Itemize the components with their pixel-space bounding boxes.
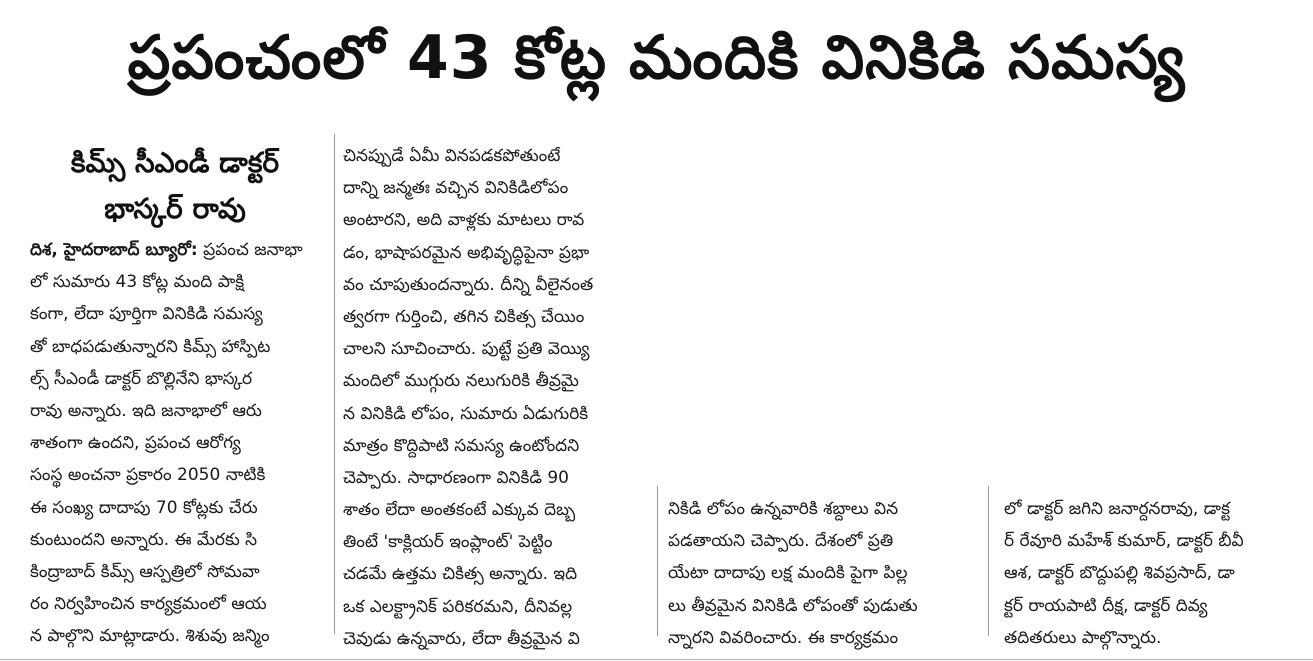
article-line: మాత్రం కొద్దిపాటి సమస్య ఉంటోందని — [343, 435, 580, 456]
article-line: ఒక ఎలక్ట్రానిక్ పరికరమని, దీనివల్ల — [343, 596, 573, 617]
subhead-line: కిమ్స్ సీఎండీ డాక్టర్ — [70, 146, 280, 179]
subhead-line: భాస్కర్ రావు — [104, 192, 246, 225]
article-line — [30, 234, 328, 266]
article-line: తింటే 'కాక్లియర్ ఇంప్లాంట్' పెట్టిం — [343, 532, 553, 553]
article-line: కుంటుందని అన్నారు. ఈ మేరకు సి — [30, 529, 258, 550]
article-line: ల్స్ సీఎండీ డాక్టర్ బొల్లినేని భాస్కర — [30, 368, 253, 389]
article-line: దాన్ని జన్మతః వచ్చిన వినికిడిలోపం — [343, 178, 569, 199]
dateline: దిశ, హైదరాబాద్ బ్యూరో: — [30, 240, 198, 260]
bottom-rule — [0, 659, 1313, 660]
article-line: న వినికిడి లోపం, సుమారు ఏడుగురికి — [343, 403, 589, 424]
article-line: డం, భాషాపరమైన అభివృద్ధిపైనా ప్రభా — [343, 242, 590, 263]
column-divider — [657, 486, 658, 636]
article-line: చాలని సూచించారు. పుట్టే ప్రతి వెయ్యి — [343, 339, 590, 360]
column-divider — [334, 134, 335, 634]
article-line: త్వరగా గుర్తించి, తగిన చికిత్స చేయిం — [343, 306, 585, 327]
article-line: చెవుడు ఉన్నవారు, లేదా తీవ్రమైన వి — [343, 628, 580, 649]
article-line: శాతంగా ఉందని, ప్రపంచ ఆరోగ్య — [30, 433, 241, 454]
article-column-2 — [343, 140, 645, 655]
article-line: ఆశ, డాక్టర్ బొద్దుపల్లి శివప్రసాద్, డా — [1004, 563, 1235, 584]
article-line: రం నిర్వహించిన కార్యక్రమంలో ఆయ — [30, 594, 267, 615]
article-line: తో బాధపడుతున్నారని కిమ్స్ హాస్పిట — [30, 336, 271, 357]
article-line: అంటారని, అది వాళ్లకు మాటలు రావ — [343, 210, 585, 231]
article-line: లు తీవ్రమైన వినికిడి లోపంతో పుడుతు — [668, 595, 918, 616]
article-line: క్టర్ రాయపాటి దీక్ష, డాక్టర్ దివ్య — [1004, 595, 1208, 616]
headline: ప్రపంచంలో 43 కోట్ల మందికి వినికిడి సమస్య — [127, 23, 1186, 93]
article-line: చెప్పారు. సాధారణంగా వినికిడి 90 — [343, 467, 569, 488]
article-line: యేటా దాదాపు లక్ష మందికి పైగా పిల్ల — [668, 563, 908, 584]
article-line: పడతాయని చెప్పారు. దేశంలో ప్రతి — [668, 531, 894, 552]
article-line: ర్ రేవూరి మహేశ్ కుమార్, డాక్టర్ బీవీ — [1004, 531, 1244, 552]
article-column-1 — [30, 234, 328, 652]
article-line: న పాల్గొని మాట్లాడారు. శిశువు జన్మిం — [30, 626, 270, 647]
article-line: తదితరులు పాల్గొన్నారు. — [1004, 627, 1162, 648]
article-line: లో డాక్టర్ జగిని జనార్దనరావు, డాక్ట — [1004, 499, 1231, 519]
article-line: రావు అన్నారు. ఇది జనాభాలో ఆరు — [30, 400, 262, 421]
article-line: మందిలో ముగ్గురు నలుగురికి తీవ్రమై — [343, 371, 579, 392]
article-column-3 — [668, 493, 970, 654]
article-line: సంస్థ అంచనా ప్రకారం 2050 నాటికి — [30, 465, 266, 486]
article-line: చినప్పుడే ఏమీ వినపడకపోతుంటే — [343, 146, 561, 166]
article-line: న్నారని వివరించారు. ఈ కార్యక్రమం — [668, 627, 899, 648]
article-column-4 — [1004, 493, 1294, 654]
article-line: కింద్రాబాద్ కిమ్స్ ఆస్పత్రిలో సోమవా — [30, 561, 260, 582]
article-line: శాతం లేదా అంతకంటే ఎక్కువ దెబ్బ — [343, 500, 576, 521]
article-line: చడమే ఉత్తమ చికిత్స అన్నారు. ఇది — [343, 564, 578, 585]
article-line: నికిడి లోపం ఉన్నవారికి శబ్దాలు విన — [668, 499, 899, 519]
article-line: కంగా, లేదా పూర్తిగా వినికిడి సమస్య — [30, 304, 263, 325]
subheadline — [30, 140, 320, 232]
article-line: లో సుమారు 43 కోట్ల మంది పాక్షి — [30, 272, 245, 293]
article-text: ప్రపంచ జనాభా — [197, 240, 303, 260]
column-divider — [988, 486, 989, 636]
article-line: ఈ సంఖ్య దాదాపు 70 కోట్లకు చేరు — [30, 497, 258, 518]
article-line: వం చూపుతుందన్నారు. దీన్ని వీలైనంత — [343, 274, 594, 295]
